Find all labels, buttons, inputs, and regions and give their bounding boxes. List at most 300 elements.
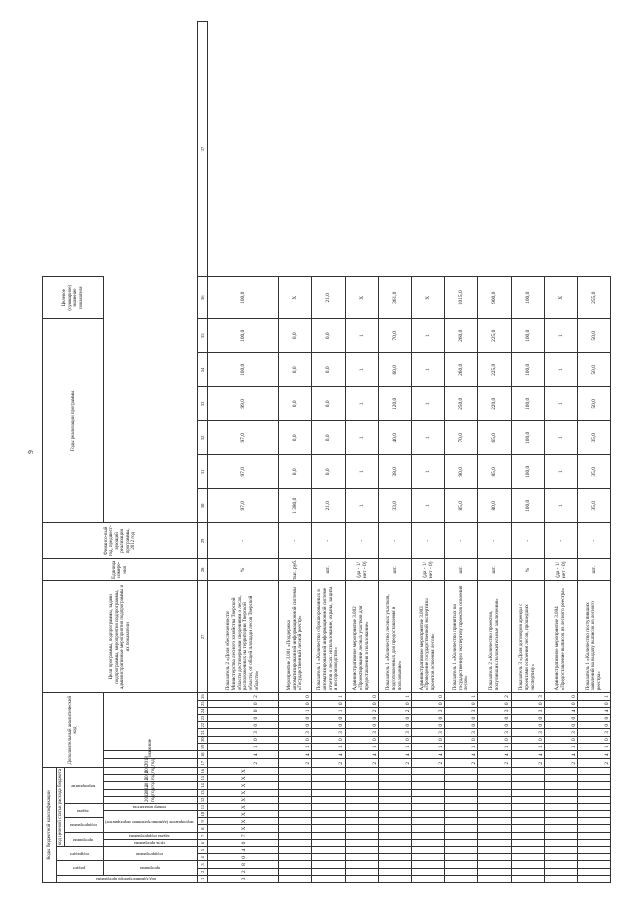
code-digit: 1 [338,745,345,749]
code-digit-cell [578,759,611,768]
code-digit-cell [208,832,279,839]
code-digit-cell [345,796,378,803]
code-digit-cell [345,715,378,722]
code-digit-cell [345,775,378,782]
code-digit-cell [445,832,478,839]
code-digit-cell [412,847,445,854]
unit-cell: шт. [312,559,345,581]
code-digit-cell [511,736,544,743]
code-digit-cell [511,861,544,868]
year-value-cell: 1 [544,421,577,455]
code-digit: 0 [570,695,577,698]
column-number: 32 [198,421,208,455]
code-digit-cell [279,715,312,722]
code-digit-cell [445,722,478,729]
unit-cell: (да - 1/нет - 0) [544,559,577,581]
code-digit-cell [412,832,445,839]
code-digit-cell [445,861,478,868]
code-digit: 2 [471,761,478,765]
code-digit-cell [312,847,345,854]
year-value-cell: 90,0 [445,455,478,489]
code-digit-cell [378,875,411,882]
code-digit-cell [578,861,611,868]
code-digit-cell [279,759,312,768]
unit-cell: % [511,559,544,581]
code-digit-cell [511,811,544,818]
code-digit-cell [412,700,445,707]
code-digit: 3 [371,731,378,734]
code-digit: 4 [604,753,611,757]
code-digit-cell [279,700,312,707]
code-digit-cell [511,693,544,700]
goals-header: Цели программы, подпрограммы, задачи подпрограммы, мероприятия подпрограммы, административные мероприятия подпрограммы и их показатели [43,581,198,693]
code-digit-cell [312,832,345,839]
code-digit: 3 [504,709,511,713]
code-digit-cell [478,736,511,743]
header-row [43,22,57,883]
code-digit-cell [478,854,511,861]
code-digit-cell [378,825,411,832]
target-value-cell: X [279,277,312,319]
code-digit: 0 [537,716,544,720]
code-digit-cell [578,796,611,803]
subprogram-header [104,847,198,861]
code-digit-cell [478,847,511,854]
code-digit-cell [378,715,411,722]
code-digit: 2 [371,709,378,713]
code-digit: 4 [305,753,312,757]
code-digit-cell [345,693,378,700]
code-digit: 0 [338,723,345,727]
code-digit-cell [445,811,478,818]
extra-code-header: Дополнительный аналитический код [43,693,104,768]
code-digit: 0 [371,695,378,698]
code-digit-cell [412,775,445,782]
code-digit-cell [312,693,345,700]
column-number: 18 [198,750,208,759]
code-digit-cell [412,707,445,714]
code-digit: 0 [504,702,511,706]
event-header [104,811,198,833]
vertical-header-label: мероприятие [71,783,96,789]
column-number: 12 [198,796,208,803]
code-digit: 4 [471,753,478,757]
code-digit: 0 [570,723,577,727]
year-value-cell: 1 [544,489,577,523]
code-digit: X [241,783,248,788]
table-row [208,22,279,883]
code-digit: 0 [371,716,378,720]
code-digit-cell [445,875,478,882]
code-digit-cell [312,715,345,722]
code-digit-cell [578,825,611,832]
column-number: 28 [198,559,208,581]
column-number: 35 [198,319,208,353]
year-value-cell: 100,0 [511,489,544,523]
code-digit: 2 [604,761,611,765]
code-digit: 0 [305,702,312,706]
code-digit-cell [312,839,345,846]
year-value-cell: 0,0 [312,319,345,353]
year-value-cell: 100,0 [208,353,279,387]
code-digit-cell [208,803,279,810]
code-digit-cell [412,736,445,743]
code-digit: 1 [537,745,544,749]
column-number: 30 [198,489,208,523]
value-word-header: значение [104,750,198,759]
column-number: 3 [198,861,208,868]
year-value-cell: 225,0 [478,319,511,353]
code-digit: 7 [241,834,248,838]
base-year-cell: - [208,523,279,559]
year-value-cell: 50,0 [578,319,611,353]
year-value-cell: 100,0 [511,387,544,421]
program-header [104,861,198,875]
year-value-cell: 100,0 [511,319,544,353]
code-digit: 4 [241,848,248,852]
table-row [511,22,544,883]
code-digit-cell [412,811,445,818]
year-value-cell: 0,0 [312,387,345,421]
year-value-cell: 38,0 [378,455,411,489]
year-value-cell: 0,0 [279,353,312,387]
code-digit-cell [511,854,544,861]
code-digit-cell [378,767,411,774]
code-digit-cell [445,868,478,875]
year-value-cell: 100,0 [208,319,279,353]
table-row [544,22,577,883]
code-digit-cell [345,839,378,846]
code-digit-cell [445,693,478,700]
code-digit-cell [378,750,411,759]
code-digit-cell [445,825,478,832]
year-value-cell: 65,0 [478,421,511,455]
indicator-description: Мероприятие 3.001 «Поддержка автоматизированной информационной системы «Государственный лесной реестр» [279,581,312,693]
code-digit-cell [445,789,478,796]
column-number: 8 [198,825,208,832]
code-digit-cell [312,775,345,782]
column-number: 16 [198,767,208,774]
code-digit: X [241,797,248,802]
year-value-cell: 35,0 [578,489,611,523]
code-digit-cell [412,759,445,768]
year-value-cell: 85,0 [478,455,511,489]
code-digit-cell [511,789,544,796]
code-digit-cell [208,875,279,882]
code-digit: 1 [338,695,345,698]
task-header [104,832,198,839]
year-value-cell: 1 [544,387,577,421]
year-value-cell: 225,0 [478,353,511,387]
column-number: 34 [198,353,208,387]
code-digit-cell [578,868,611,875]
code-digit-cell [378,832,411,839]
vertical-header-label: задача подпрограммы [129,833,171,839]
column-number: 15 [198,775,208,782]
indicator-description: Показатель 2 «Доля обеспеченности Министерства лесного хозяйства Тверской области достоверными сведениями о лесах, расположенных на территории Тверской области, от общей площади лесов Тверской области» [208,581,279,693]
year-value-cell: 220,0 [478,387,511,421]
event-code-header [65,767,104,803]
code-digit: 0 [504,716,511,720]
section-header [57,861,104,875]
year-value-cell: 0,0 [312,353,345,387]
base-year-cell: - [378,523,411,559]
code-digit-cell [445,736,478,743]
code-digit-cell [279,789,312,796]
code-digit-cell [312,825,345,832]
column-number: 20 [198,736,208,743]
code-digit: 1 [305,709,312,713]
code-digit: 3 [537,695,544,698]
code-digit-cell [378,693,411,700]
code-digit: 0 [504,723,511,727]
page-number: 9 [27,450,35,454]
code-digit: 8 [241,863,248,866]
code-digit: 4 [253,753,260,757]
column-number: 10 [198,811,208,818]
indicator-description: Показатель 3 «Доля договоров аренды с проектами освоения лесов, прошедших экспертизу» [511,581,544,693]
column-number: 13 [198,789,208,796]
code-digit: X [241,769,248,774]
code-digit: 0 [537,723,544,727]
code-digit: 0 [404,716,411,720]
code-digit-cell [312,861,345,868]
year-value-cell: 35,0 [578,455,611,489]
budget-codes-header: Коды бюджетной классификации [43,767,57,882]
code-digit: 4 [504,753,511,757]
code-digit-cell [378,868,411,875]
code-digit-cell [578,707,611,714]
code-digit-cell [478,811,511,818]
code-digit: 0 [471,723,478,727]
year-header: 2017 год [104,767,198,774]
code-digit-cell [345,700,378,707]
code-digit: 3 [504,731,511,734]
task-code-header [65,803,104,817]
base-year-cell: - [578,523,611,559]
code-digit-cell [279,854,312,861]
code-digit: 2 [404,709,411,713]
base-year-cell: - [445,523,478,559]
code-digit-cell [511,825,544,832]
code-digit-cell [578,722,611,729]
code-digit-cell [478,700,511,707]
code-digit-cell [378,803,411,810]
code-digit-cell [412,803,445,810]
code-digit-cell [544,700,577,707]
code-digit-cell [478,759,511,768]
code-digit-cell [412,782,445,789]
code-digit-cell [345,832,378,839]
code-digit-cell [478,729,511,736]
year-value-cell: 0,0 [279,421,312,455]
code-digit-cell [312,750,345,759]
code-digit-cell [279,868,312,875]
code-digit: 0 [471,702,478,706]
column-number: 26 [198,693,208,700]
table-row [378,22,411,883]
code-digit: 0 [570,738,577,742]
unit-header: Единица измере-ния [43,559,198,581]
column-number: 22 [198,722,208,729]
code-digit-cell [445,839,478,846]
year-value-cell: 260,0 [445,319,478,353]
indicator-description: Административное мероприятие 3.003 «Проведение государственной экспертизы проектов освоения лесов» [412,581,445,693]
year-value-cell: 1 [412,353,445,387]
code-digit-cell [279,832,312,839]
code-digit-cell [511,847,544,854]
code-digit: 4 [404,753,411,757]
year-value-cell: 1 [412,489,445,523]
code-digit: 0 [404,723,411,727]
code-digit-cell [478,868,511,875]
code-digit-cell [412,861,445,868]
code-digit-cell [445,782,478,789]
code-digit: 0 [438,738,445,742]
indicator-description: Административное мероприятие 3.002 «Проектирование лесных участков для предоставления в пользование» [345,581,378,693]
column-number: 23 [198,715,208,722]
year-value-cell: 50,0 [578,387,611,421]
year-value-cell: 21,0 [312,489,345,523]
code-digit-cell [544,861,577,868]
code-digit-cell [511,839,544,846]
code-digit-cell [208,861,279,868]
target-value-cell: X [345,277,378,319]
code-digit: 1 [305,745,312,749]
column-number: 5 [198,847,208,854]
code-digit-cell [279,722,312,729]
column-number: 9 [198,818,208,825]
code-digit: 0 [471,738,478,742]
column-number: 24 [198,707,208,714]
code-digit-cell [544,707,577,714]
code-digit: 2 [537,761,544,765]
code-digit-cell [544,839,577,846]
code-digit-cell [208,818,279,825]
column-number: 7 [198,832,208,839]
unit-cell: шт. [445,559,478,581]
subprogram-code-header [65,818,104,832]
code-digit-cell [578,743,611,750]
year-value-cell: 1 [345,421,378,455]
code-digit-cell [445,750,478,759]
code-digit-cell [378,847,411,854]
code-digit: 0 [305,716,312,720]
column-number: 19 [198,743,208,750]
code-digit-cell [378,759,411,768]
code-digit-cell [378,861,411,868]
year-value-cell: 100,0 [511,455,544,489]
code-digit-cell [544,722,577,729]
code-digit-cell [312,789,345,796]
code-digit-cell [378,743,411,750]
code-digit-cell [312,767,345,774]
table-row [445,22,478,883]
code-digit: 0 [438,695,445,698]
code-digit-cell [578,767,611,774]
code-digit: 0 [604,723,611,727]
code-digit-cell [208,825,279,832]
code-digit-cell [478,775,511,782]
code-digit-cell [312,818,345,825]
code-digit: X [241,805,248,809]
code-digit: 0 [438,723,445,727]
code-digit: X [241,790,248,795]
unit-cell: (да - 1/нет - 0) [345,559,378,581]
code-digit: 1 [404,695,411,698]
code-digit-cell [511,875,544,882]
code-digit-cell [412,693,445,700]
vertical-header-label: программа [139,866,160,872]
code-digit-cell [445,854,478,861]
code-digit-cell [345,861,378,868]
header-row [104,22,198,883]
column-number: 4 [198,854,208,861]
program-indicators-table [42,21,611,883]
code-digit-cell [208,868,279,875]
year-value-cell: 0,0 [312,421,345,455]
code-digit-cell [345,825,378,832]
code-digit-cell [412,743,445,750]
code-digit: 4 [338,753,345,757]
code-digit-cell [445,847,478,854]
code-digit-cell [312,743,345,750]
code-digit-cell [208,854,279,861]
code-digit-cell [544,729,577,736]
code-digit: 0 [438,702,445,706]
code-digit-cell [478,839,511,846]
code-digit: 0 [371,702,378,706]
code-digit-cell [279,861,312,868]
column-number: 33 [198,387,208,421]
year-value-cell: 0,0 [279,455,312,489]
code-digit-cell [445,759,478,768]
year-value-cell: 1 [345,319,378,353]
target-value-cell: X [544,277,577,319]
target-value-cell: 21,0 [312,277,345,319]
code-digit: 0 [604,738,611,742]
code-digit: 1 [570,745,577,749]
year-value-cell: 33,0 [378,489,411,523]
year-value-cell: 99,0 [208,387,279,421]
column-number: 25 [198,700,208,707]
year-value-cell: 1 [544,353,577,387]
code-digit-cell [511,832,544,839]
code-digit: 1 [438,745,445,749]
code-digit-cell [578,715,611,722]
code-digit-cell [478,861,511,868]
code-digit-cell [578,782,611,789]
unit-cell: % [208,559,279,581]
year-value-cell: 97,0 [208,455,279,489]
code-digit-cell [578,736,611,743]
code-digit: 3 [604,731,611,734]
years-header: Годы реализации программы [43,319,104,523]
code-digit-cell [378,796,411,803]
code-digit-cell [544,803,577,810]
year-value-cell: 1 [345,455,378,489]
vertical-header-label: код администратора программы [96,877,156,882]
code-digit-cell [312,700,345,707]
subsection-header [57,847,104,861]
code-digit-cell [312,729,345,736]
code-digit-cell [312,803,345,810]
column-number-row [198,22,208,883]
code-digit: 2 [253,695,260,698]
code-digit-cell [578,803,611,810]
code-digit: 1 [604,695,611,698]
code-digit-cell [279,707,312,714]
